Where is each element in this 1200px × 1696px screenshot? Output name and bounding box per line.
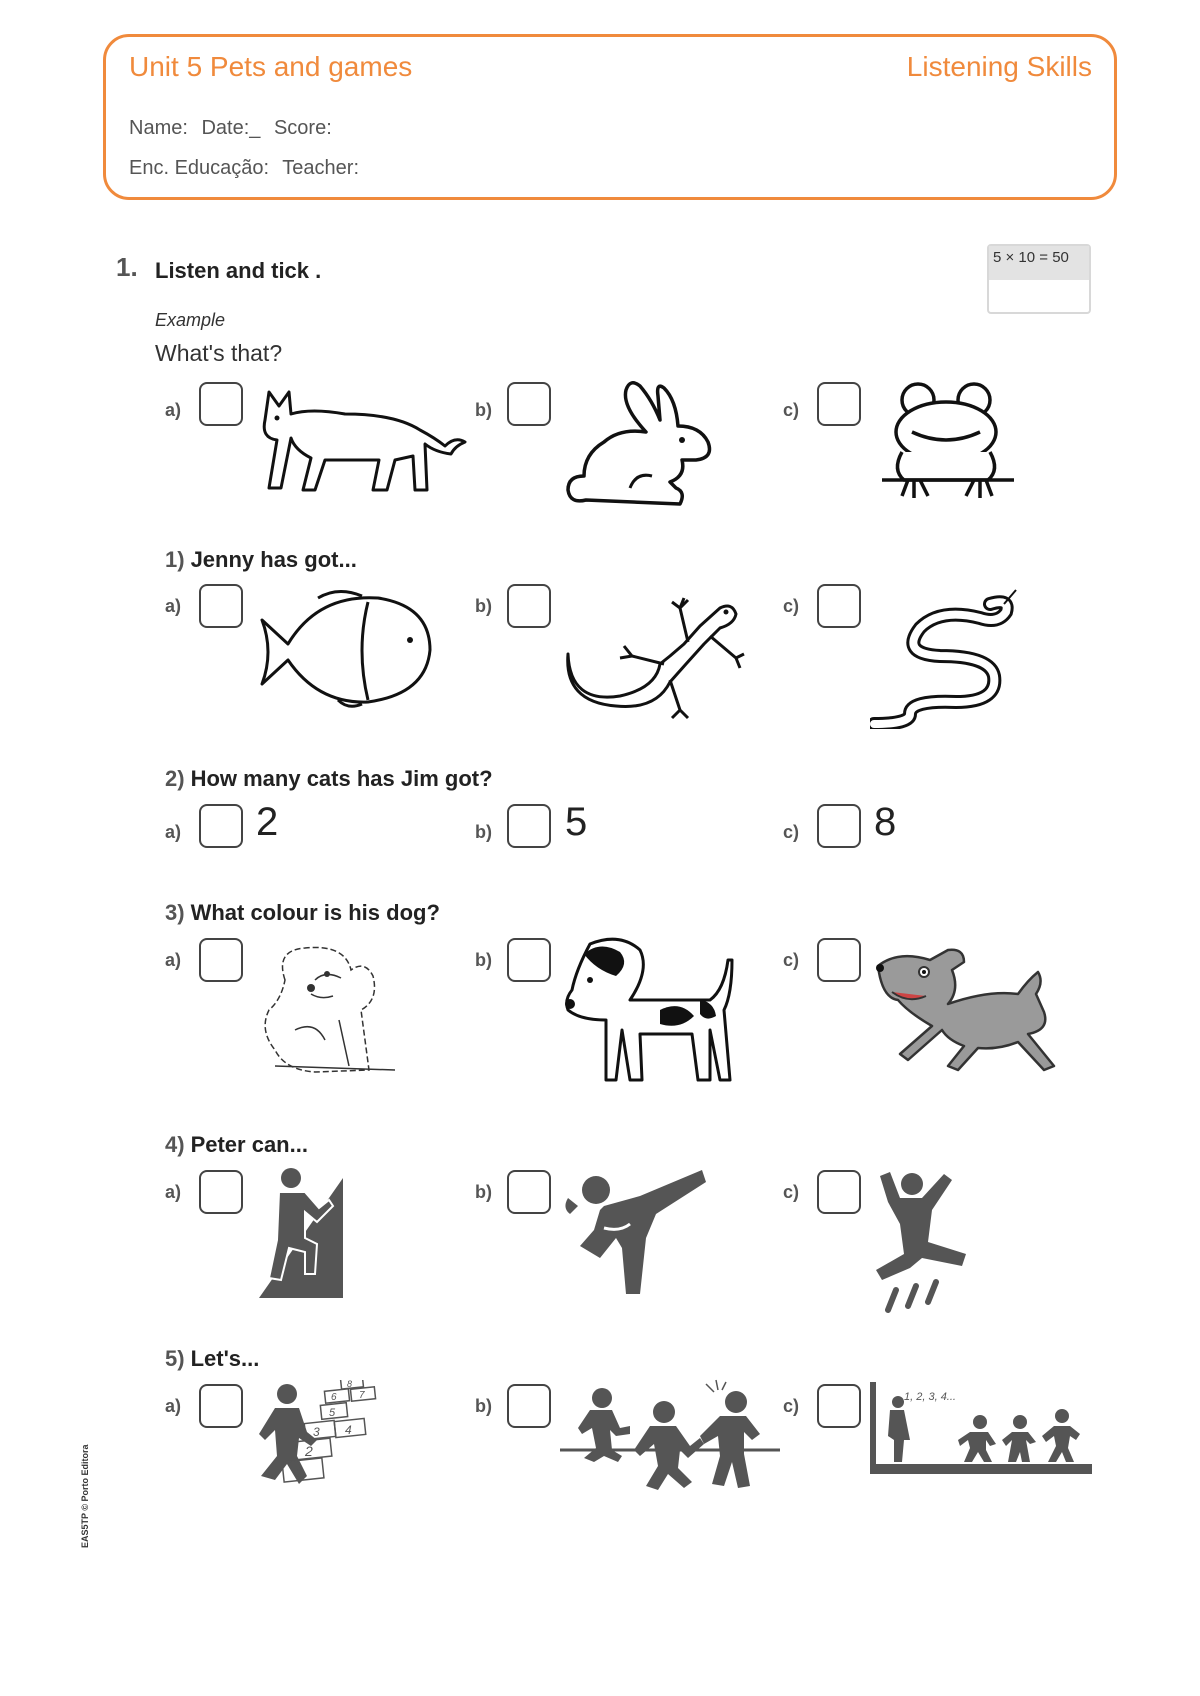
answer-5: 5 [565, 800, 588, 844]
example-label: Example [155, 310, 226, 330]
option-b-label: b) [475, 596, 492, 616]
question-5-title [165, 1346, 259, 1372]
question-1-number: 1) [165, 547, 185, 572]
q5-c-checkbox[interactable] [817, 1384, 861, 1428]
question-4-title [165, 1132, 308, 1158]
answer-2: 2 [256, 800, 279, 844]
cat-icon [255, 380, 475, 495]
q4-a-checkbox[interactable] [199, 1170, 243, 1214]
option-a-label: a) [165, 596, 182, 616]
q5-a-checkbox[interactable] [199, 1384, 243, 1428]
example-a-checkbox[interactable] [199, 382, 243, 426]
q2-b-checkbox[interactable] [507, 804, 551, 848]
option-c-label: c) [783, 596, 800, 616]
hopscotch-icon [255, 1380, 395, 1492]
q4-b-checkbox[interactable] [507, 1170, 551, 1214]
question-4-text: Peter can... [190, 1132, 308, 1157]
jumping-icon [870, 1162, 980, 1314]
hopscotch-number-8: 8 [347, 1380, 353, 1389]
exercise-title: Listen and tick . [155, 258, 322, 283]
question-3-title [165, 900, 440, 926]
question-2-title [165, 766, 493, 792]
hopscotch-number-5: 5 [329, 1407, 336, 1419]
answer-8: 8 [874, 800, 897, 844]
header-box [103, 34, 1117, 200]
rabbit-icon [560, 380, 720, 510]
question-2-text: How many cats has Jim got? [190, 766, 493, 791]
q2-a-checkbox[interactable] [199, 804, 243, 848]
q4-c-checkbox[interactable] [817, 1170, 861, 1214]
climbing-icon [255, 1168, 345, 1300]
teacher-field[interactable]: Teacher: [282, 157, 360, 179]
q3-c-checkbox[interactable] [817, 938, 861, 982]
q2-c-checkbox[interactable] [817, 804, 861, 848]
option-a-label: a) [165, 1396, 182, 1416]
question-5-number: 5) [165, 1346, 185, 1371]
q3-b-checkbox[interactable] [507, 938, 551, 982]
option-c-label: c) [783, 822, 800, 842]
option-a-label: a) [165, 1182, 182, 1202]
option-b-label: b) [475, 400, 492, 420]
hide-and-seek-icon [870, 1380, 1092, 1476]
unit-title: Unit 5 Pets and games [129, 51, 413, 82]
option-b-label: b) [475, 950, 492, 970]
score-box[interactable] [987, 244, 1091, 314]
name-field[interactable]: Name: [129, 117, 188, 139]
option-b-label: b) [475, 1396, 492, 1416]
student-info-line [129, 117, 340, 140]
fish-icon [258, 584, 438, 714]
q1-a-checkbox[interactable] [199, 584, 243, 628]
karate-icon [560, 1168, 710, 1296]
example-b-checkbox[interactable] [507, 382, 551, 426]
hopscotch-number-2: 2 [305, 1443, 313, 1459]
hopscotch-number-3: 3 [313, 1425, 320, 1439]
tag-game-icon [560, 1378, 780, 1493]
option-a-label: a) [165, 950, 182, 970]
hopscotch-number-1: 1 [295, 1465, 304, 1482]
question-2-number: 2) [165, 766, 185, 791]
hopscotch-number-6: 6 [331, 1392, 337, 1403]
black-and-white-dog-icon [560, 930, 740, 1090]
frog-icon [878, 380, 1018, 505]
score-label: 5 × 10 = 50 [989, 246, 1089, 280]
snake-icon [870, 584, 1020, 729]
q3-a-checkbox[interactable] [199, 938, 243, 982]
question-1-text: Jenny has got... [190, 547, 357, 572]
guardian-info-line [129, 157, 367, 180]
example-question: What's that? [155, 340, 283, 366]
option-b-label: b) [475, 822, 492, 842]
date-field[interactable]: Date:_ [201, 117, 261, 139]
q1-b-checkbox[interactable] [507, 584, 551, 628]
option-b-label: b) [475, 1182, 492, 1202]
counting-text: 1, 2, 3, 4... [904, 1391, 956, 1403]
option-c-label: c) [783, 1182, 800, 1202]
hopscotch-number-7: 7 [359, 1390, 365, 1401]
option-a-label: a) [165, 822, 182, 842]
score-field[interactable]: Score: [273, 117, 332, 139]
option-c-label: c) [783, 400, 800, 420]
example-c-checkbox[interactable] [817, 382, 861, 426]
option-c-label: c) [783, 1396, 800, 1416]
question-3-number: 3) [165, 900, 185, 925]
question-5-text: Let's... [190, 1346, 260, 1371]
question-4-number: 4) [165, 1132, 185, 1157]
question-3-text: What colour is his dog? [190, 900, 440, 925]
copyright-note: EAS5TP © Porto Editora [80, 1444, 90, 1548]
skill-title: Listening Skills [906, 51, 1092, 82]
lizard-icon [560, 584, 750, 724]
option-a-label: a) [165, 400, 182, 420]
hopscotch-number-4: 4 [345, 1423, 352, 1437]
white-dog-icon [255, 940, 405, 1080]
q1-c-checkbox[interactable] [817, 584, 861, 628]
option-c-label: c) [783, 950, 800, 970]
exercise-number: 1. [116, 252, 138, 282]
grey-dog-icon [868, 930, 1058, 1080]
guardian-field[interactable]: Enc. Educação: [129, 157, 270, 179]
question-1-title [165, 547, 357, 573]
q5-b-checkbox[interactable] [507, 1384, 551, 1428]
